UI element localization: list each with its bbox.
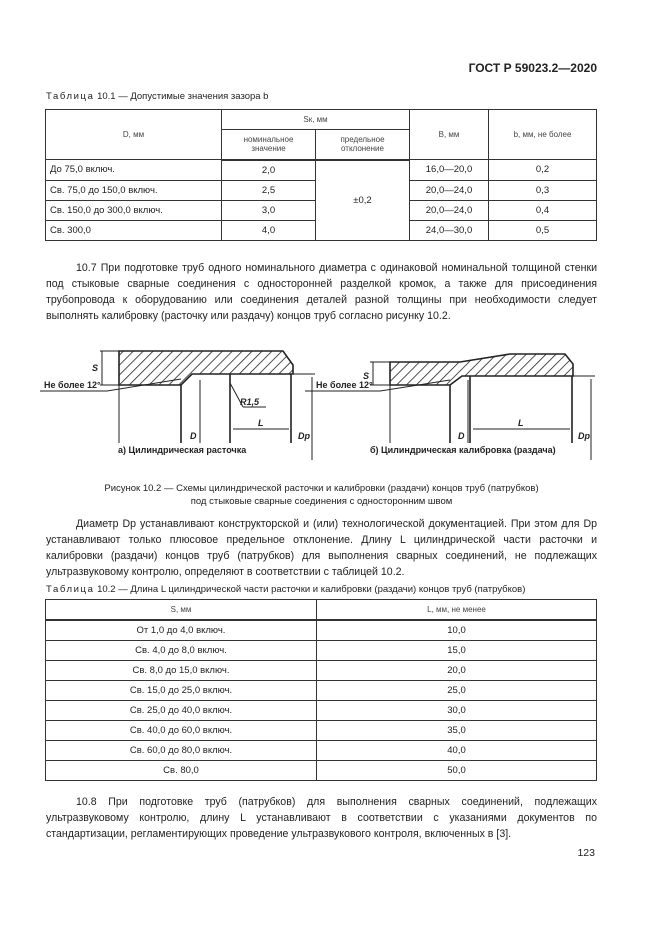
- figure-caption-line1: Рисунок 10.2 — Схемы цилиндрической расточки и калибровки (раздачи) концов труб (патрубков): [104, 483, 539, 494]
- cell: Св. 4,0 до 8,0 включ.: [46, 641, 317, 661]
- label-dp-a: Dp: [298, 431, 310, 441]
- cell: 0,2: [489, 160, 597, 181]
- table-row: [46, 160, 597, 181]
- caption-text: 10.2 — Длина L цилиндрической части расточки и калибровки (раздачи) концов труб (патрубков): [97, 584, 526, 595]
- col-header-b: b, мм, не более: [489, 110, 597, 160]
- table1-caption: [46, 91, 268, 102]
- cell: 24,0—30,0: [410, 220, 489, 240]
- cell: Св. 75,0 до 150,0 включ.: [46, 180, 222, 200]
- label-l-b: L: [518, 418, 524, 428]
- cell: 2,0: [222, 160, 316, 181]
- cell: 15,0: [317, 641, 597, 661]
- cell: От 1,0 до 4,0 включ.: [46, 620, 317, 641]
- paragraph-10-8: [46, 794, 597, 842]
- table-row: [46, 721, 597, 741]
- table-row: [46, 641, 597, 661]
- label-d-b: D: [458, 431, 465, 441]
- figure-caption: [46, 482, 597, 508]
- page-number: 123: [577, 847, 595, 859]
- table-row: [46, 681, 597, 701]
- cell: 0,5: [489, 220, 597, 240]
- col-header-B: B, мм: [410, 110, 489, 160]
- paragraph-text: 10.8 При подготовке труб (патрубков) для выполнения сварных соединений, подлежащих ультразвуковому контролю, длину L устанавливают в соответствии с указаниями документов по стандартизации, регламентирующих проведение ультразвукового контроля, включенных в [3].: [46, 796, 597, 840]
- paragraph-text: 10.7 При подготовке труб одного номинального диаметра с одинаковой номинальной толщиной стенки под стыковые сварные соединения с односторонней разделкой кромок, а также для присоединения трубопровода к оборудованию или соединения деталей разной толщины при необходимости следует выполнять калибровку (расточку или раздачу) концов труб согласно рисунку 10.2.: [46, 262, 597, 322]
- label-d-a: D: [190, 431, 197, 441]
- table-length-values: [45, 599, 597, 781]
- cell: 30,0: [317, 701, 597, 721]
- caption-prefix: Таблица: [46, 91, 95, 102]
- cell: 2,5: [222, 180, 316, 200]
- cell: 35,0: [317, 721, 597, 741]
- col-header-d: D, мм: [46, 110, 222, 160]
- col-header-nominal: номинальное значение: [222, 130, 316, 160]
- figure-10-2: [40, 335, 600, 465]
- col-header-sk: Sк, мм: [222, 110, 410, 130]
- paragraph-text: Диаметр Dр устанавливают конструкторской и (или) технологической документацией. При этом для Dр устанавливают только плюсовое предельное отклонение. Длину L цилиндрической части расточки и калибровки (раздачи) концов труб (патрубков) для выполнения сварных соединений, не подлежащих ультразвуковому контролю, определяют в соответствии с таблицей 10.2.: [46, 518, 597, 578]
- cell: Св. 15,0 до 25,0 включ.: [46, 681, 317, 701]
- cell: 20,0—24,0: [410, 180, 489, 200]
- col-header-l: L, мм, не менее: [317, 600, 597, 621]
- table-row: [46, 701, 597, 721]
- cell: 40,0: [317, 741, 597, 761]
- cell: 10,0: [317, 620, 597, 641]
- paragraph-10-7: [46, 260, 597, 324]
- table-gap-values: [45, 109, 597, 241]
- cell: Св. 150,0 до 300,0 включ.: [46, 200, 222, 220]
- table-row: [46, 661, 597, 681]
- cell: До 75,0 включ.: [46, 160, 222, 181]
- label-dp-b: Dp: [578, 431, 590, 441]
- cell: 20,0—24,0: [410, 200, 489, 220]
- label-s-b: S: [363, 371, 370, 381]
- cell-deviation: ±0,2: [316, 160, 410, 241]
- cell: 50,0: [317, 761, 597, 781]
- cell: Св. 8,0 до 15,0 включ.: [46, 661, 317, 681]
- table-row: [46, 741, 597, 761]
- label-angle-a: Не более 12°: [44, 380, 101, 390]
- subcaption-b: б) Цилиндрическая калибровка (раздача): [370, 445, 556, 455]
- cell: 3,0: [222, 200, 316, 220]
- cell: 4,0: [222, 220, 316, 240]
- cell: 25,0: [317, 681, 597, 701]
- cell: 0,4: [489, 200, 597, 220]
- standard-number: ГОСТ Р 59023.2—2020: [468, 61, 597, 75]
- cell: 16,0—20,0: [410, 160, 489, 181]
- col-header-s: S, мм: [46, 600, 317, 621]
- diagram-boring: [40, 351, 315, 460]
- cell: Св. 300,0: [46, 220, 222, 240]
- table2-caption: [46, 584, 525, 595]
- subcaption-a: а) Цилиндрическая расточка: [118, 445, 247, 455]
- cell: Св. 60,0 до 80,0 включ.: [46, 741, 317, 761]
- cell: 0,3: [489, 180, 597, 200]
- caption-prefix: Таблица: [46, 584, 95, 595]
- cell: Св. 25,0 до 40,0 включ.: [46, 701, 317, 721]
- table-row: [46, 761, 597, 781]
- paragraph-dp: [46, 516, 597, 580]
- label-radius: R1,5: [240, 397, 260, 407]
- caption-text: 10.1 — Допустимые значения зазора b: [97, 91, 269, 102]
- cell: Св. 80,0: [46, 761, 317, 781]
- label-angle-b: Не более 12°: [316, 380, 373, 390]
- col-header-deviation: предельное отклонение: [316, 130, 410, 160]
- label-l-a: L: [258, 418, 264, 428]
- figure-caption-line2: под стыковые сварные соединения с односторонним швом: [190, 496, 453, 507]
- label-s-a: S: [92, 363, 99, 373]
- cell: 20,0: [317, 661, 597, 681]
- cell: Св. 40,0 до 60,0 включ.: [46, 721, 317, 741]
- table-row: [46, 620, 597, 641]
